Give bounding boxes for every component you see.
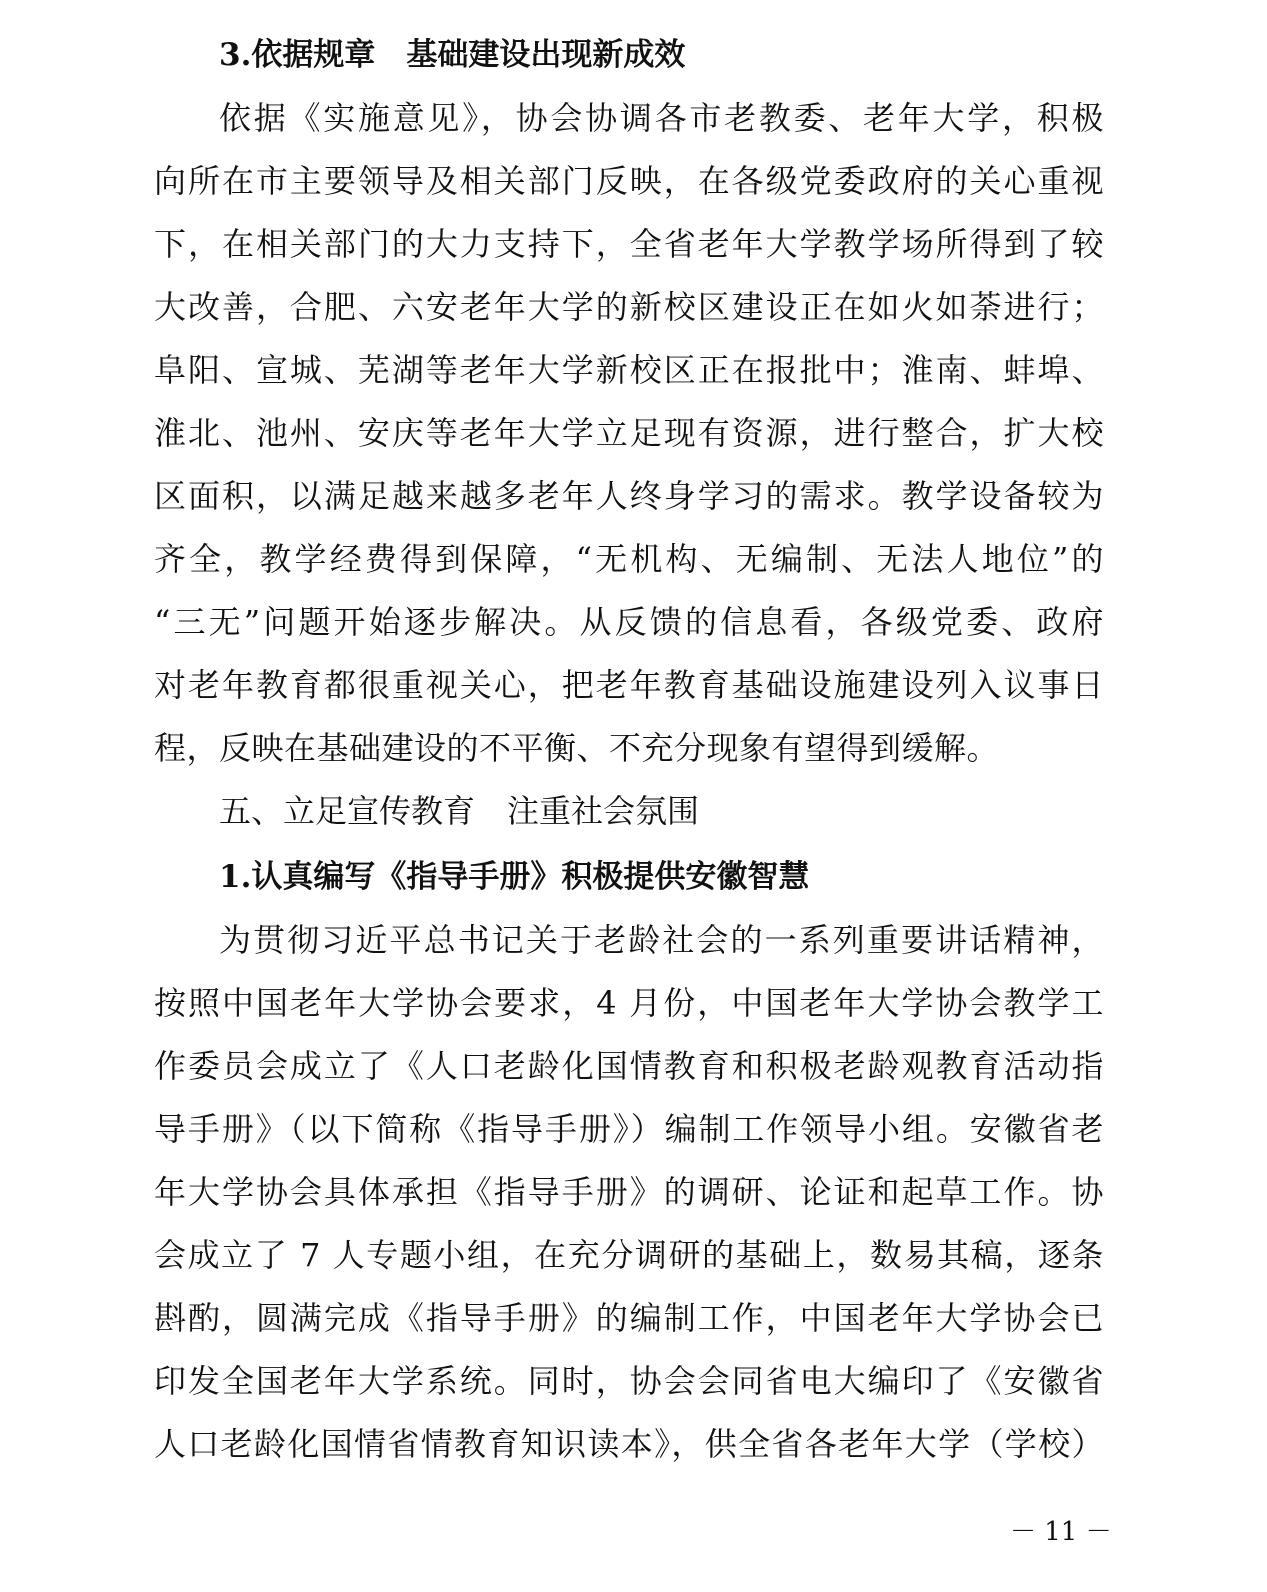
paragraph-line: 导手册》（以下简称《指导手册》）编制工作领导小组。安徽省老 (154, 1110, 1104, 1148)
paragraph-line: 作委员会成立了《人口老龄化国情教育和积极老龄观教育活动指 (154, 1047, 1104, 1085)
paragraph-line: 区面积，以满足越来越多老年人终身学习的需求。教学设备较为 (154, 477, 1104, 515)
section-5-1-heading: 1.认真编写《指导手册》积极提供安徽智慧 (219, 859, 810, 895)
paragraph-line: “三无”问题开始逐步解决。从反馈的信息看，各级党委、政府 (154, 603, 1104, 641)
paragraph-line: 程，反映在基础建设的不平衡、不充分现象有望得到缓解。 (154, 729, 1000, 767)
paragraph-line: 对老年教育都很重视关心，把老年教育基础设施建设列入议事日 (154, 666, 1104, 704)
paragraph-line: 按照中国老年大学协会要求，4 月份，中国老年大学协会教学工 (154, 984, 1104, 1022)
section-5-heading: 五、立足宣传教育 注重社会氛围 (219, 792, 700, 830)
paragraph-line: 为贯彻习近平总书记关于老龄社会的一系列重要讲话精神， (219, 921, 1104, 959)
paragraph-line: 年大学协会具体承担《指导手册》的调研、论证和起草工作。协 (154, 1173, 1104, 1211)
paragraph-line: 大改善，合肥、六安老年大学的新校区建设正在如火如荼进行； (154, 288, 1104, 326)
paragraph-line: 齐全，教学经费得到保障，“无机构、无编制、无法人地位”的 (154, 540, 1104, 578)
paragraph-line: 会成立了 7 人专题小组，在充分调研的基础上，数易其稿，逐条 (154, 1236, 1104, 1274)
section-3-heading: 3.依据规章 基础建设出现新成效 (219, 37, 686, 73)
paragraph-line: 阜阳、宣城、芜湖等老年大学新校区正在报批中；淮南、蚌埠、 (154, 351, 1104, 389)
paragraph-line: 印发全国老年大学系统。同时，协会会同省电大编印了《安徽省 (154, 1362, 1104, 1400)
paragraph-line: 淮北、池州、安庆等老年大学立足现有资源，进行整合，扩大校 (154, 414, 1104, 452)
paragraph-line: 人口老龄化国情省情教育知识读本》，供全省各老年大学（学校） (154, 1425, 1104, 1463)
paragraph-line: 斟酌，圆满完成《指导手册》的编制工作，中国老年大学协会已 (154, 1299, 1104, 1337)
page-number: － 11 － (1010, 1517, 1112, 1547)
paragraph-line: 下，在相关部门的大力支持下，全省老年大学教学场所得到了较 (154, 225, 1104, 263)
paragraph-line: 依据《实施意见》，协会协调各市老教委、老年大学，积极 (219, 99, 1104, 137)
paragraph-line: 向所在市主要领导及相关部门反映，在各级党委政府的关心重视 (154, 162, 1104, 200)
